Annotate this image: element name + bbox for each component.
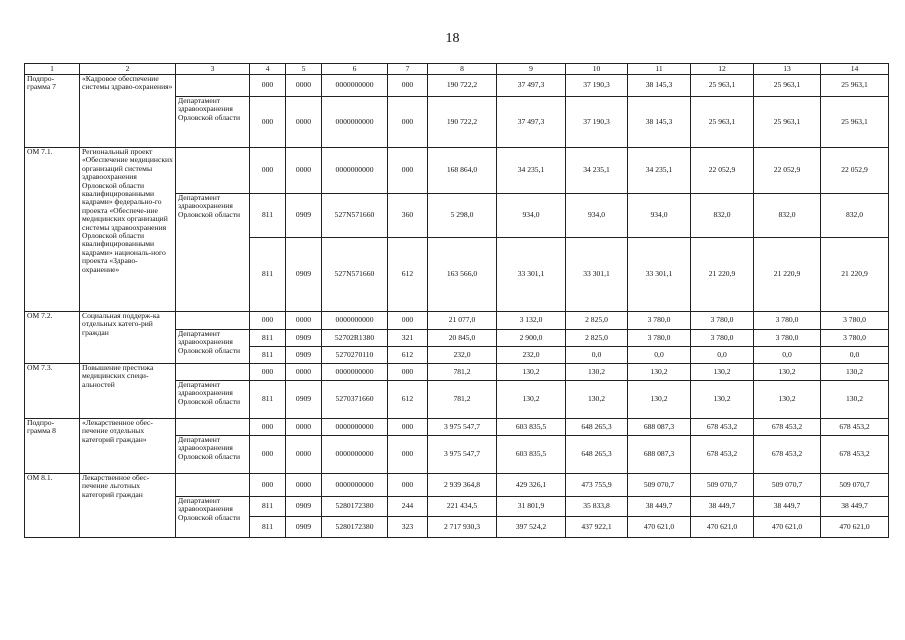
table-cell: 470 621,0: [821, 517, 889, 538]
table-cell: 000: [388, 97, 428, 148]
table-cell: 130,2: [497, 381, 566, 419]
table-cell: 130,2: [754, 364, 821, 381]
table-cell: 678 453,2: [754, 436, 821, 474]
table-row: [25, 364, 889, 381]
table-cell: 130,2: [628, 381, 691, 419]
table-cell: 0000: [286, 364, 322, 381]
table-cell: 509 070,7: [754, 474, 821, 497]
table-cell: 25 963,1: [691, 75, 754, 97]
table-cell: 000: [388, 75, 428, 97]
table-cell: 232,0: [428, 347, 497, 364]
table-cell: 38 145,3: [628, 75, 691, 97]
row-code: Подпро-грамма 7: [25, 75, 80, 148]
table-cell: 811: [250, 194, 286, 238]
table-cell: 781,2: [428, 364, 497, 381]
table-cell: 33 301,1: [497, 238, 566, 312]
table-cell: 221 434,5: [428, 497, 497, 517]
column-header: 10: [566, 64, 628, 75]
table-cell: 0000000000: [322, 312, 388, 330]
table-cell: 0000000000: [322, 474, 388, 497]
table-cell: 3 780,0: [754, 312, 821, 330]
table-cell: 244: [388, 497, 428, 517]
table-cell: 437 922,1: [566, 517, 628, 538]
table-cell: 232,0: [497, 347, 566, 364]
table-cell: 2 900,0: [497, 330, 566, 347]
column-header: 5: [286, 64, 322, 75]
table-cell: 130,2: [691, 364, 754, 381]
table-cell: 934,0: [497, 194, 566, 238]
table-cell: 781,2: [428, 381, 497, 419]
column-header: 2: [80, 64, 176, 75]
table-cell: 000: [250, 75, 286, 97]
table-cell: 934,0: [628, 194, 691, 238]
table-cell: 130,2: [566, 364, 628, 381]
table-cell: 37 497,3: [497, 75, 566, 97]
table-cell: 190 722,2: [428, 97, 497, 148]
column-header: 14: [821, 64, 889, 75]
budget-table: [24, 63, 889, 538]
table-cell: 678 453,2: [754, 419, 821, 436]
table-cell: 000: [250, 148, 286, 194]
table-cell: 678 453,2: [821, 436, 889, 474]
table-cell: 190 722,2: [428, 75, 497, 97]
table-cell: 000: [250, 436, 286, 474]
table-cell: 2 939 364,8: [428, 474, 497, 497]
table-row: [25, 419, 889, 436]
table-cell: 0000000000: [322, 364, 388, 381]
table-cell: 0909: [286, 347, 322, 364]
table-cell: 3 132,0: [497, 312, 566, 330]
table-cell: 000: [250, 364, 286, 381]
table-cell: 0000: [286, 474, 322, 497]
department-cell: Департамент здравоохранения Орловской области: [176, 436, 250, 474]
table-cell: 0,0: [754, 347, 821, 364]
table-cell: 31 801,9: [497, 497, 566, 517]
table-cell: 0,0: [628, 347, 691, 364]
table-cell: 934,0: [566, 194, 628, 238]
table-cell: 509 070,7: [821, 474, 889, 497]
table-cell: 3 780,0: [821, 330, 889, 347]
table-cell: 678 453,2: [691, 436, 754, 474]
department-cell: Департамент здравоохранения Орловской области: [176, 194, 250, 312]
table-cell: 130,2: [821, 364, 889, 381]
department-cell: Департамент здравоохранения Орловской области: [176, 497, 250, 538]
table-cell: 000: [250, 312, 286, 330]
header-row: [25, 64, 889, 75]
table-cell: 3 780,0: [691, 330, 754, 347]
table-cell: 130,2: [821, 381, 889, 419]
table-cell: 0000000000: [322, 148, 388, 194]
table-cell: 473 755,9: [566, 474, 628, 497]
table-row: [25, 75, 889, 97]
table-cell: 321: [388, 330, 428, 347]
table-cell: 527N571660: [322, 238, 388, 312]
table-cell: 21 220,9: [754, 238, 821, 312]
table-cell: 000: [388, 148, 428, 194]
row-name: Повышение престижа медицинских специ-альностей: [80, 364, 176, 419]
table-cell: 603 835,5: [497, 419, 566, 436]
table-cell: 0000: [286, 436, 322, 474]
table-cell: 603 835,5: [497, 436, 566, 474]
table-cell: 0000: [286, 419, 322, 436]
table-cell: 811: [250, 330, 286, 347]
table-cell: 470 621,0: [691, 517, 754, 538]
table-cell: 0909: [286, 238, 322, 312]
table-cell: 832,0: [754, 194, 821, 238]
table-cell: 0000: [286, 75, 322, 97]
table-cell: 0,0: [691, 347, 754, 364]
table-cell: 0909: [286, 497, 322, 517]
department-cell: Департамент здравоохранения Орловской области: [176, 330, 250, 364]
table-cell: 21 077,0: [428, 312, 497, 330]
table-cell: 38 449,7: [628, 497, 691, 517]
table-cell: 130,2: [628, 364, 691, 381]
table-cell: 163 566,0: [428, 238, 497, 312]
table-cell: 25 963,1: [821, 97, 889, 148]
table-cell: 20 845,0: [428, 330, 497, 347]
table-row: [25, 148, 889, 194]
page-number: 18: [445, 31, 460, 46]
table-cell: 38 145,3: [628, 97, 691, 148]
table-cell: 000: [250, 97, 286, 148]
row-code: ОМ 8.1.: [25, 474, 80, 538]
table-cell: 38 449,7: [754, 497, 821, 517]
table-cell: 34 235,1: [566, 148, 628, 194]
department-cell: [176, 75, 250, 97]
column-header: 3: [176, 64, 250, 75]
table-cell: 130,2: [566, 381, 628, 419]
table-cell: 832,0: [691, 194, 754, 238]
table-cell: 323: [388, 517, 428, 538]
table-cell: 33 301,1: [628, 238, 691, 312]
row-name: Региональный проект «Обеспечение медицинских организаций системы здравоохранения Орловской области квалифицированными кадрами» федерально-го проекта «Обеспече-ние медицинских организаций системы здравоохранения Орловской области квалифицированными кадрами» националь-ного проекта «Здраво-охранение»: [80, 148, 176, 312]
table-cell: 000: [388, 364, 428, 381]
department-cell: [176, 148, 250, 194]
table-cell: 811: [250, 497, 286, 517]
row-code: ОМ 7.2.: [25, 312, 80, 364]
table-cell: 000: [388, 419, 428, 436]
column-header: 4: [250, 64, 286, 75]
table-cell: 527N571660: [322, 194, 388, 238]
row-name: «Кадровое обеспечение системы здраво-охранения»: [80, 75, 176, 148]
table-cell: 688 087,3: [628, 419, 691, 436]
table-cell: 38 449,7: [821, 497, 889, 517]
table-cell: 000: [388, 474, 428, 497]
table-cell: 0000000000: [322, 97, 388, 148]
department-cell: [176, 474, 250, 497]
table-cell: 688 087,3: [628, 436, 691, 474]
table-cell: 25 963,1: [754, 97, 821, 148]
row-code: ОМ 7.1.: [25, 148, 80, 312]
table-cell: 000: [388, 436, 428, 474]
column-header: 11: [628, 64, 691, 75]
table-cell: 38 449,7: [691, 497, 754, 517]
department-cell: [176, 364, 250, 381]
table-cell: 811: [250, 517, 286, 538]
table-cell: 000: [250, 474, 286, 497]
column-header: 1: [25, 64, 80, 75]
table-cell: 5280172380: [322, 497, 388, 517]
table-cell: 678 453,2: [821, 419, 889, 436]
table-cell: 25 963,1: [754, 75, 821, 97]
column-header: 8: [428, 64, 497, 75]
column-header: 13: [754, 64, 821, 75]
table-cell: 612: [388, 238, 428, 312]
table-cell: 429 326,1: [497, 474, 566, 497]
table-cell: 21 220,9: [691, 238, 754, 312]
table-cell: 678 453,2: [691, 419, 754, 436]
table-cell: 0000: [286, 312, 322, 330]
table-cell: 3 975 547,7: [428, 436, 497, 474]
table-cell: 0,0: [821, 347, 889, 364]
table-cell: 5280172380: [322, 517, 388, 538]
table-cell: 25 963,1: [821, 75, 889, 97]
table-row: [25, 474, 889, 497]
table-cell: 34 235,1: [628, 148, 691, 194]
row-name: «Лекарственное обес-печение отдельных категорий граждан»: [80, 419, 176, 474]
row-name: Социальная поддерж-ка отдельных катего-рий граждан: [80, 312, 176, 364]
table-cell: 470 621,0: [628, 517, 691, 538]
table-cell: 33 301,1: [566, 238, 628, 312]
table-cell: 22 052,9: [821, 148, 889, 194]
table-cell: 811: [250, 238, 286, 312]
table-cell: 0909: [286, 330, 322, 347]
department-cell: Департамент здравоохранения Орловской области: [176, 381, 250, 419]
table-cell: 2 825,0: [566, 330, 628, 347]
column-header: 6: [322, 64, 388, 75]
table-cell: 0000: [286, 97, 322, 148]
table-cell: 3 780,0: [754, 330, 821, 347]
table-cell: 832,0: [821, 194, 889, 238]
column-header: 9: [497, 64, 566, 75]
table-cell: 0000000000: [322, 436, 388, 474]
table-cell: 0909: [286, 194, 322, 238]
table-cell: 612: [388, 381, 428, 419]
table-cell: 0000000000: [322, 419, 388, 436]
table-cell: 22 052,9: [754, 148, 821, 194]
table-cell: 811: [250, 381, 286, 419]
table-cell: 470 621,0: [754, 517, 821, 538]
department-cell: Департамент здравоохранения Орловской области: [176, 97, 250, 148]
table-cell: 2 717 930,3: [428, 517, 497, 538]
table-cell: 37 190,3: [566, 75, 628, 97]
table-cell: 648 265,3: [566, 436, 628, 474]
row-code: ОМ 7.3.: [25, 364, 80, 419]
table-cell: 35 833,8: [566, 497, 628, 517]
table-cell: 21 220,9: [821, 238, 889, 312]
table-cell: 3 780,0: [628, 312, 691, 330]
table-cell: 37 497,3: [497, 97, 566, 148]
row-code: Подпро-грамма 8: [25, 419, 80, 474]
row-name: Лекарственное обес-печение льготных категорий граждан: [80, 474, 176, 538]
table-cell: 25 963,1: [691, 97, 754, 148]
department-cell: [176, 312, 250, 330]
table-cell: 130,2: [754, 381, 821, 419]
column-header: 12: [691, 64, 754, 75]
table-row: [25, 312, 889, 330]
table-cell: 3 975 547,7: [428, 419, 497, 436]
table-cell: 648 265,3: [566, 419, 628, 436]
department-cell: [176, 419, 250, 436]
table-cell: 5270371660: [322, 381, 388, 419]
table-cell: 811: [250, 347, 286, 364]
table-cell: 397 524,2: [497, 517, 566, 538]
table-cell: 2 825,0: [566, 312, 628, 330]
table-cell: 0909: [286, 517, 322, 538]
table-cell: 000: [250, 419, 286, 436]
table-cell: 5 298,0: [428, 194, 497, 238]
table-cell: 509 070,7: [691, 474, 754, 497]
table-cell: 509 070,7: [628, 474, 691, 497]
table-cell: 0000000000: [322, 75, 388, 97]
table-cell: 130,2: [691, 381, 754, 419]
table-cell: 0000: [286, 148, 322, 194]
table-cell: 3 780,0: [691, 312, 754, 330]
table-cell: 168 864,0: [428, 148, 497, 194]
table-cell: 360: [388, 194, 428, 238]
table-cell: 52702R1380: [322, 330, 388, 347]
table-cell: 0,0: [566, 347, 628, 364]
table-cell: 000: [388, 312, 428, 330]
column-header: 7: [388, 64, 428, 75]
table-cell: 5270270110: [322, 347, 388, 364]
table-cell: 612: [388, 347, 428, 364]
table-cell: 22 052,9: [691, 148, 754, 194]
table-cell: 37 190,3: [566, 97, 628, 148]
table-cell: 34 235,1: [497, 148, 566, 194]
table-cell: 3 780,0: [821, 312, 889, 330]
table-cell: 0909: [286, 381, 322, 419]
table-cell: 130,2: [497, 364, 566, 381]
table-cell: 3 780,0: [628, 330, 691, 347]
